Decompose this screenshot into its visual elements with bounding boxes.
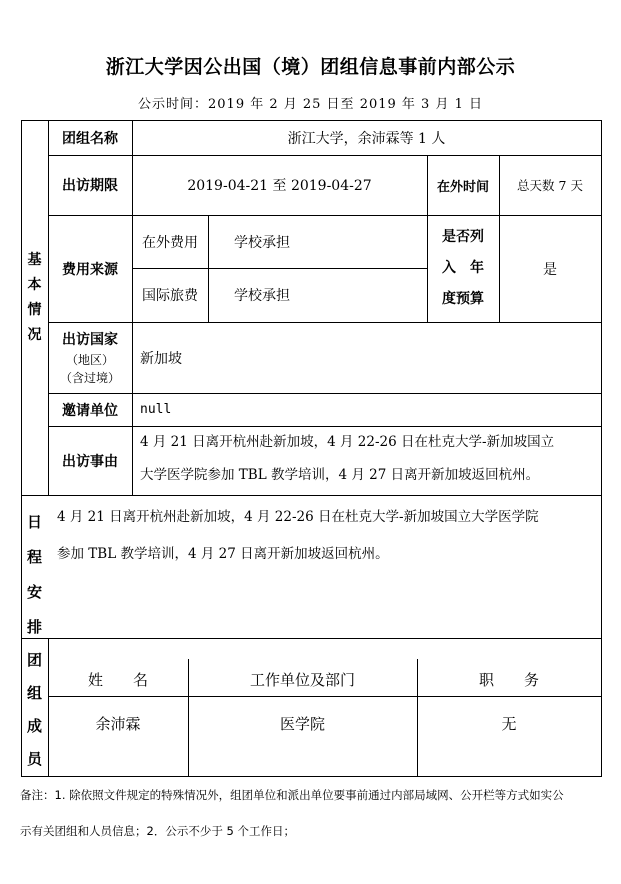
annual-budget-label	[427, 222, 499, 315]
member-name: 余沛霖	[95, 715, 141, 733]
schedule-line: 参加 TBL 教学培训，4 月 27 日离开新加坡返回杭州。	[57, 546, 389, 562]
country-label-line: （地区）	[65, 353, 114, 367]
reason-line: 大学医学院参加 TBL 教学培训，4 月 27 日离开新加坡返回杭州。	[140, 467, 540, 483]
section-label-char: 成	[26, 717, 42, 735]
schedule-section-label	[21, 505, 48, 645]
note-line: 示有关团组和人员信息；2．公示不少于 5 个工作日；	[20, 824, 295, 838]
publicity-period: 公示时间：2019 年 2 月 25 日至 2019 年 3 月 1 日	[138, 97, 483, 112]
section-label-char: 排	[26, 618, 42, 636]
inviting-organization-label: 邀请单位	[62, 402, 118, 419]
schedule-line: 4 月 21 日离开杭州赴新加坡，4 月 22-26 日在杜克大学-新加坡国立大学医学院	[57, 509, 539, 525]
member-name-header: 姓 名	[87, 670, 148, 689]
budget-label-line: 度预算	[442, 291, 484, 307]
funding-source-label: 费用来源	[62, 261, 118, 278]
abroad-cost-value: 学校承担	[234, 234, 290, 251]
section-label-char: 日	[26, 513, 42, 531]
country-label-line: （含过境）	[59, 371, 120, 385]
reason-line: 4 月 21 日离开杭州赴新加坡，4 月 22-26 日在杜克大学-新加坡国立	[140, 434, 555, 450]
members-section-label	[21, 644, 48, 776]
group-name-label: 团组名称	[62, 130, 118, 147]
country-label-line: 出访国家	[62, 332, 118, 348]
section-label-char: 组	[26, 684, 42, 702]
member-title-header: 职 务	[478, 670, 539, 689]
annual-budget-value: 是	[543, 261, 557, 278]
member-unit-header: 工作单位及部门	[249, 670, 355, 689]
note-line: 备注：1. 除依照文件规定的特殊情况外，组团单位和派出单位要事前通过内部局域网、公开栏等方式如实公	[20, 788, 564, 802]
visit-reason-label: 出访事由	[62, 453, 118, 470]
section-label-char: 况	[27, 327, 42, 343]
budget-label-line: 是否列	[442, 229, 484, 245]
visit-period-value: 2019-04-21 至 2019-04-27	[187, 178, 372, 194]
abroad-time-value: 总天数 7 天	[517, 178, 583, 193]
travel-cost-value: 学校承担	[234, 288, 290, 304]
visit-reason-text	[140, 426, 598, 492]
abroad-time-label: 在外时间	[436, 179, 489, 195]
section-label-char: 情	[27, 302, 42, 318]
section-label-char: 团	[26, 651, 42, 669]
page-title: 浙江大学因公出国（境）团组信息事前内部公示	[105, 56, 516, 78]
travel-cost-label: 国际旅费	[142, 288, 198, 304]
destination-country-label	[48, 329, 132, 387]
basic-info-section-label	[21, 248, 48, 348]
visit-period-label: 出访期限	[62, 178, 118, 194]
section-label-char: 程	[26, 548, 42, 566]
section-label-char: 员	[26, 750, 42, 768]
section-label-char: 安	[26, 583, 42, 601]
budget-label-line: 入 年	[442, 260, 484, 276]
section-label-char: 基	[27, 252, 42, 268]
abroad-cost-label: 在外费用	[142, 234, 198, 251]
group-name-value: 浙江大学，余沛霖等 1 人	[287, 130, 446, 147]
member-unit: 医学院	[279, 715, 325, 733]
notes	[20, 777, 610, 849]
schedule-text	[57, 499, 597, 573]
section-label-char: 本	[27, 277, 42, 293]
destination-country-value: 新加坡	[140, 350, 182, 367]
member-title: 无	[501, 715, 517, 733]
inviting-organization-value: null	[140, 402, 172, 417]
